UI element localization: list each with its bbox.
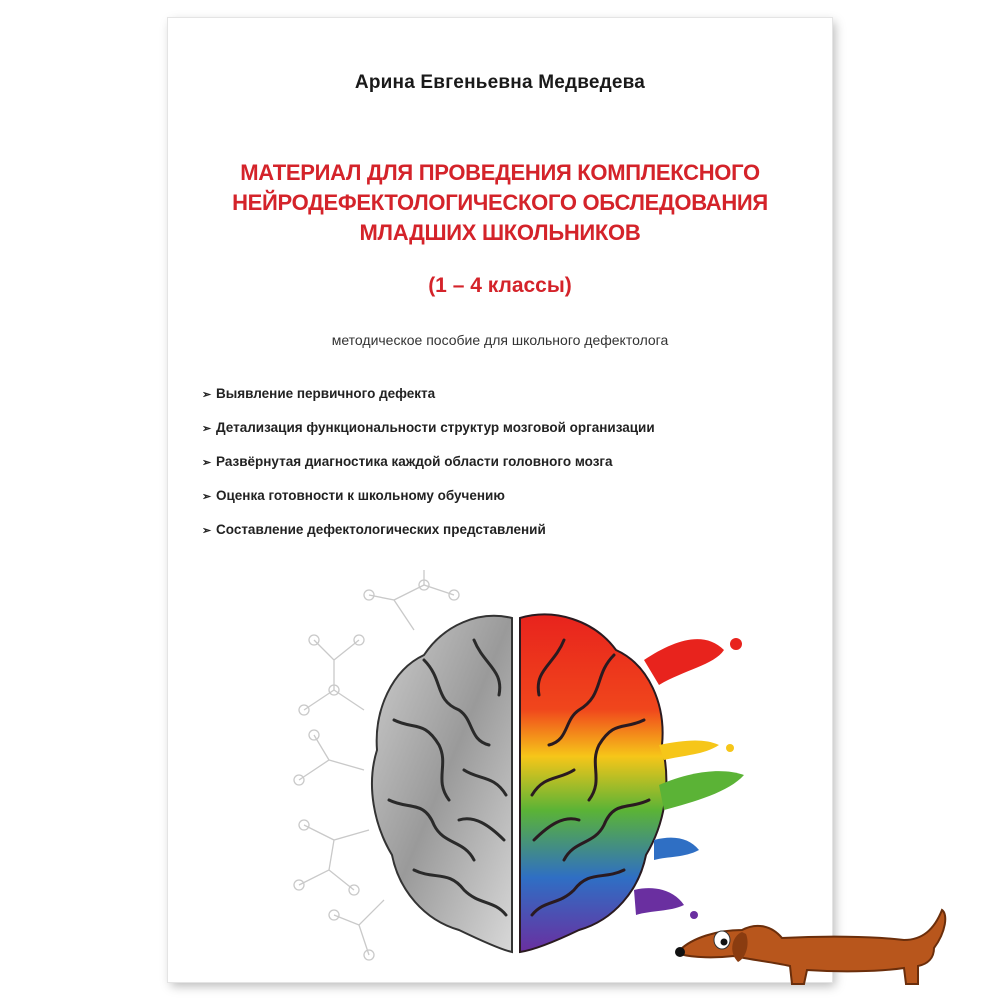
list-item-text: Составление дефектологических представлений	[216, 522, 546, 537]
grade-range: (1 – 4 классы)	[428, 274, 572, 297]
list-item	[202, 488, 802, 522]
list-item	[202, 522, 802, 556]
title-line: НЕЙРОДЕФЕКТОЛОГИЧЕСКОГО ОБСЛЕДОВАНИЯ	[232, 190, 768, 215]
arrow-bullet-icon: ➢	[202, 423, 212, 435]
list-item-text: Оценка готовности к школьному обучению	[216, 488, 505, 503]
arrow-bullet-icon: ➢	[202, 389, 212, 401]
book-title	[208, 158, 792, 248]
arrow-bullet-icon: ➢	[202, 491, 212, 503]
arrow-bullet-icon: ➢	[202, 525, 212, 537]
feature-list	[202, 386, 802, 556]
book-cover	[168, 18, 832, 982]
list-item-text: Выявление первичного дефекта	[216, 386, 436, 401]
arrow-bullet-icon: ➢	[202, 457, 212, 469]
title-line: МАТЕРИАЛ ДЛЯ ПРОВЕДЕНИЯ КОМПЛЕКСНОГО	[240, 160, 760, 185]
list-item	[202, 386, 802, 420]
list-item-text: Развёрнутая диагностика каждой области головного мозга	[216, 454, 613, 469]
list-item	[202, 420, 802, 454]
list-item-text: Детализация функциональности структур мозговой организации	[216, 420, 655, 435]
dachshund-icon	[672, 900, 952, 990]
author-name: Арина Евгеньевна Медведева	[354, 72, 646, 93]
list-item	[202, 454, 802, 488]
book-subtitle: методическое пособие для школьного дефектолога	[331, 332, 669, 348]
title-line: МЛАДШИХ ШКОЛЬНИКОВ	[359, 220, 641, 245]
